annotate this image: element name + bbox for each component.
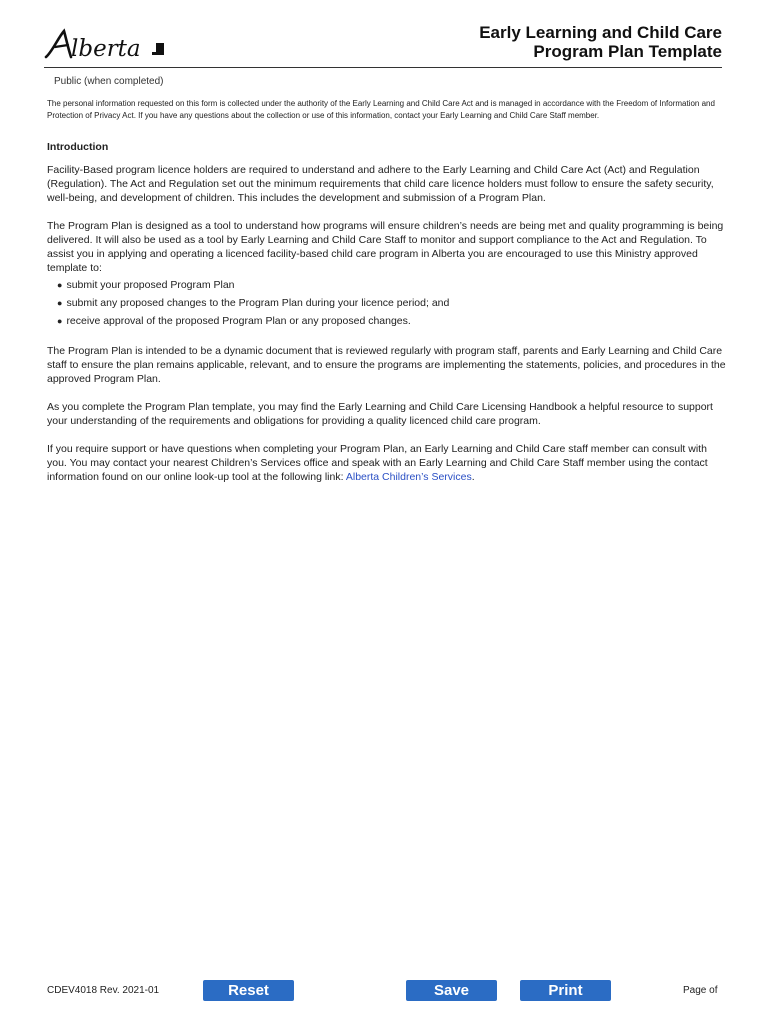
bullet-item: ● submit your proposed Program Plan	[57, 276, 727, 294]
paragraph-5-text: If you require support or have questions when completing your Program Plan, an Early Learning and Child Care staff member can consult with you. You may contact your nearest Children’s Services office and speak with an Early Learning and Child Care Staff member using the contact information found on our online look-up tool at the following link:	[47, 443, 708, 483]
reset-button[interactable]: Reset	[203, 980, 294, 1001]
document-title	[479, 23, 722, 61]
title-line-2: Program Plan Template	[533, 42, 722, 61]
header-divider	[44, 67, 722, 68]
privacy-notice: The personal information requested on this form is collected under the authority of the Early Learning and Child Care Act and is managed in accordance with the Freedom of Information and Protection of Privacy Act. If you have any questions about the collection or use of this information, contact your Early Learning and Child Care Staff member.	[47, 99, 715, 120]
print-button[interactable]: Print	[520, 980, 611, 1001]
title-line-1: Early Learning and Child Care	[479, 23, 722, 42]
alberta-childrens-services-link[interactable]: Alberta Children’s Services	[345, 471, 472, 483]
intro-paragraph-5	[47, 442, 727, 484]
bullet-item: ● receive approval of the proposed Program Plan or any proposed changes.	[57, 312, 727, 330]
page-number: Page of	[683, 985, 718, 996]
bullet-item: ● submit any proposed changes to the Program Plan during your licence period; and	[57, 294, 727, 312]
introduction-section	[47, 140, 727, 498]
security-classification: Public (when completed)	[54, 76, 164, 87]
intro-paragraph-3: The Program Plan is intended to be a dynamic document that is reviewed regularly with program staff, parents and Early Learning and Child Care staff to ensure the plan remains applicable, relevant, and to ensure the programs are implementing the statements, policies, and procedures in the approved Program Plan.	[47, 345, 726, 385]
intro-paragraph-1: Facility-Based program licence holders are required to understand and adhere to the Early Learning and Child Care Act (Act) and Regulation (Regulation). The Act and Regulation set out the minimum requirements that child care licence holders must follow to ensure the safety security, well-being, and development of children. This includes the development and submission of a Program Plan.	[47, 164, 714, 204]
introduction-heading: Introduction	[47, 141, 109, 153]
form-code: CDEV4018 Rev. 2021-01	[47, 985, 160, 996]
alberta-logo	[44, 26, 169, 62]
bullet-list	[57, 276, 727, 330]
svg-text:lberta: lberta	[71, 36, 141, 62]
save-button[interactable]: Save	[406, 980, 497, 1001]
intro-paragraph-2: The Program Plan is designed as a tool to understand how programs will ensure children’s needs are being met and quality programming is being delivered. It will also be used as a tool by Early Learning and Child Care Staff to monitor and support compliance to the Act and Regulation. To assist you in applying and operating a licenced facility-based child care program in Alberta you are encouraged to use this Ministry approved template to:	[47, 220, 724, 274]
paragraph-5-end: .	[471, 471, 475, 483]
intro-paragraph-4: As you complete the Program Plan template, you may find the Early Learning and Child Care Licensing Handbook a helpful resource to support your understanding of the requirements and obligations for providing a quality licenced child care program.	[47, 401, 713, 427]
